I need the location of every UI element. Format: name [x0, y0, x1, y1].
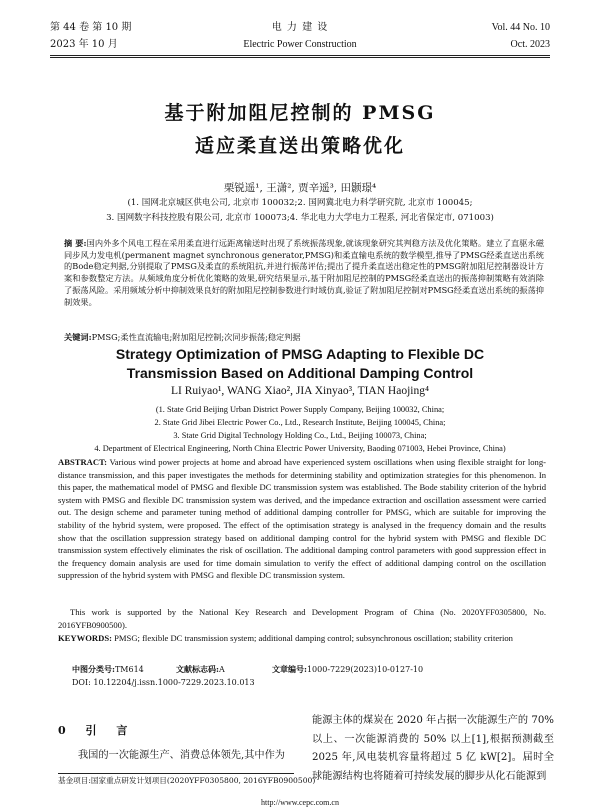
affiliation-en-3: 3. State Grid Digital Technology Holding Co., Ltd., Beijing 100073, China;	[173, 431, 427, 440]
header-rule	[50, 55, 550, 56]
abstract-cn	[64, 238, 544, 308]
title-cn-line1: 基于附加阻尼控制的 PMSG	[164, 102, 436, 124]
body-left-column: 我国的一次能源生产、消费总体领先,其中作为	[78, 750, 285, 761]
keywords-en-text: PMSG; flexible DC transmission system; additional damping control; subsynchronous oscillation; stability criterion	[114, 633, 513, 643]
clc-value: TM614	[114, 665, 144, 674]
article-no-value: 1000-7229(2023)10-0127-10	[306, 665, 424, 674]
keywords-en-label: KEYWORDS:	[58, 633, 112, 643]
abstract-cn-text: 国内外多个风电工程在采用柔直进行远距离输送时出现了系统振荡现象,就该现象研究其判稳方法及优化策略。建立了直驱永磁同步风力发电机(permanent magnet synchronous generator,PMSG)和柔直输电系统的数学模型,推导了PMSG经柔直送出系统的Bode稳定判据,分别提取了PMSG及柔直的系统阻抗,并进行振荡评估;提出了提升柔直送出稳定性的PMSG附加阻尼控制器设计方案和参数整定方法。从频域角度分析优化策略的效果,研究结果显示,基于附加阻尼控制的PMSG经柔直送出的振荡抑制策略有效消除了振荡风险。采用频域分析中抑制效果良好的附加阻尼控制参数进行时域仿真,验证了附加阻尼控制对PMSG经柔直送出系统的振荡抑制效果。	[64, 238, 544, 307]
footnote-rule	[58, 773, 294, 774]
doc-code-value: A	[218, 665, 225, 674]
doi: DOI: 10.12204/j.issn.1000-7229.2023.10.013	[72, 678, 255, 687]
authors-cn: 栗锐遥¹, 王潇², 贾辛遥³, 田颢璟⁴	[223, 182, 377, 194]
abstract-en-text: Various wind power projects at home and abroad have experienced system oscillations when using flexible straight for long-distance transmission, and this paper investigates the methods for determining stability and optimization strategies for this phenomenon. In this paper, the mathematical model of PMSG and flexible DC transmission system was established. The Bode stability criterion of the hybrid system with PMSG and flexible DC transmission system was derived, and the impedance extraction and oscillation assessment were carried out. The design scheme and parameter tuning method of additional damping controller for PMSG, which are suitable for improving the stability of the hybrid system, were proposed. The effect of the optimisation strategy is analysed in the frequency domain and the results show that the oscillation suppression strategy based on additional damping control for the hybrid system with PMSG and flexible DC transmission system effectively eliminates the risk of oscillation. The additional damping control parameters with good suppression effect in the frequency domain analysis are used for time domain simulation to verify the effect of additional damping control on the oscillation suppression of the hybrid system with PMSG and flexible DC transmission system.	[58, 457, 546, 581]
header-date-en: Oct. 2023	[510, 39, 550, 50]
affiliation-cn-line1: (1. 国网北京城区供电公司, 北京市 100032;2. 国网冀北电力科学研究院, 北京市 100045;	[127, 198, 473, 208]
abstract-cn-label: 摘 要:	[64, 238, 87, 248]
keywords-en	[58, 632, 546, 645]
abstract-en-label: ABSTRACT:	[58, 457, 108, 467]
keywords-cn-text: PMSG;柔性直流输电;附加阻尼控制;次同步振荡;稳定判据	[91, 332, 301, 342]
document-code	[176, 664, 225, 675]
header-date-cn: 2023 年 10 月	[50, 39, 118, 50]
article-no-label: 文章编号:	[272, 664, 307, 674]
keywords-cn	[64, 332, 544, 344]
authors-en: LI Ruiyao¹, WANG Xiao², JIA Xinyao³, TIAN Haojing⁴	[171, 385, 429, 397]
affiliation-cn-line2: 3. 国网数字科技控股有限公司, 北京市 100073;4. 华北电力大学电力工程系, 河北省保定市, 071003)	[106, 213, 494, 223]
clc-number	[72, 664, 144, 675]
abstract-en	[58, 456, 546, 582]
clc-label: 中图分类号:	[72, 664, 115, 674]
section-heading: 0 引 言	[58, 724, 136, 737]
title-en-line1: Strategy Optimization of PMSG Adapting to Flexible DC	[115, 346, 485, 362]
header-volume-en: Vol. 44 No. 10	[491, 22, 550, 33]
keywords-cn-label: 关键词:	[64, 332, 92, 342]
footnote-funding: 基金项目:国家重点研发计划项目(2020YFF0305800, 2016YFB0900500)	[58, 776, 316, 785]
article-number	[272, 664, 423, 675]
doc-code-label: 文献标志码:	[176, 664, 219, 674]
affiliation-en-4: 4. Department of Electrical Engineering, North China Electric Power University, Baoding 071003, Hebei Province, China)	[94, 444, 506, 453]
body-right-column: 能源主体的煤炭在 2020 年占据一次能源生产的 70% 以上、一次能源消费的 50% 以上[1],根据预测截至 2025 年,风电装机容量将超过 5 亿 kW[2]。届时全球能源结构也将随着可持续发展的脚步从化石能源到	[312, 715, 554, 782]
header-volume: 第 44 卷 第 10 期	[50, 22, 132, 33]
title-en-line2: Transmission Based on Additional Damping Control	[126, 365, 474, 381]
header-rule-2	[50, 57, 550, 58]
affiliation-en-1: (1. State Grid Beijing Urban District Power Supply Company, Beijing 100032, China;	[155, 405, 445, 414]
footer-url[interactable]: http://www.cepc.com.cn	[261, 798, 339, 807]
title-cn-line2: 适应柔直送出策略优化	[194, 135, 405, 157]
header-journal-en: Electric Power Construction	[243, 39, 357, 50]
header-journal-cn: 电 力 建 设	[271, 22, 329, 33]
funding-en: This work is supported by the National Key Research and Development Program of China (No. 2020YFF0305800, No. 2016YFB0900500).	[58, 607, 546, 630]
affiliation-en-2: 2. State Grid Jibei Electric Power Co., Ltd., Research Institute, Beijing 100045, China;	[154, 418, 446, 427]
